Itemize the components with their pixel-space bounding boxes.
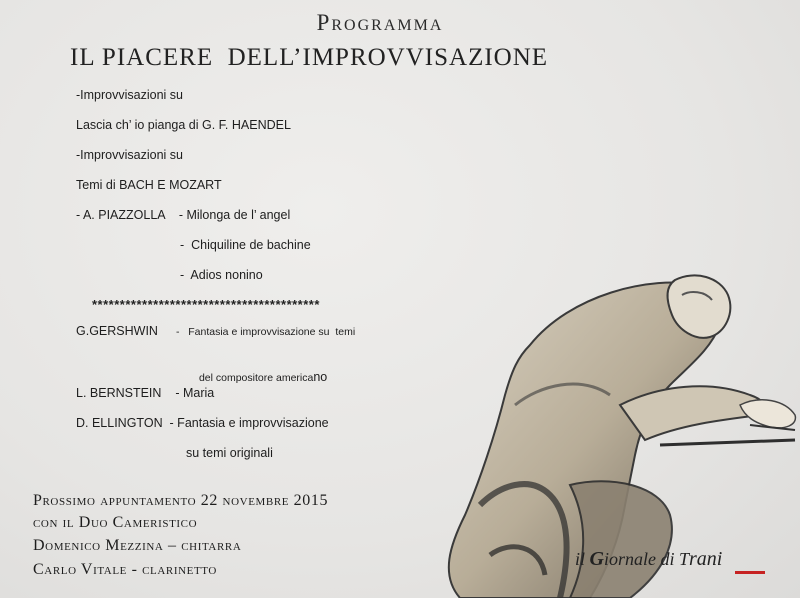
logo-text: il [575,549,590,569]
program-line: L. BERNSTEIN - Maria [76,386,215,400]
program-line: - Adios nonino [180,268,263,282]
program-line-part: no [313,370,328,384]
program-line: -Improvvisazioni su [76,88,183,102]
program-line: Lascia ch’ io pianga di G. F. HAENDEL [76,118,291,132]
program-line: Temi di BACH E MOZART [76,178,222,192]
concert-title: IL PIACERE DELL’IMPROVVISAZIONE [70,44,549,71]
program-line [192,356,327,384]
program-line: - A. PIAZZOLLA - Milonga de l’ angel [76,208,291,222]
performer-line: Domenico Mezzina – chitarra [33,537,242,554]
program-line: - Chiquiline de bachine [180,238,311,252]
logo-text: iornale di T [603,549,689,569]
next-event-line: con il Duo Cameristico [33,514,198,531]
next-event-line: Prossimo appuntamento 22 novembre 2015 [33,492,329,509]
program-line: - Fantasia e improvvisazione su temi [176,326,356,338]
program-line: D. ELLINGTON - Fantasia e improvvisazione [76,416,329,430]
program-line: G.GERSHWIN [76,324,158,338]
pianist-illustration [420,255,800,598]
page-title: Programma [316,10,444,35]
logo-accent-bar [735,571,765,574]
program-line: su temi originali [186,446,273,460]
logo-text: G [589,548,604,570]
program-line-part: del compositore america [198,372,314,384]
newspaper-logo [575,548,722,571]
logo-text: rani [688,548,723,570]
separator: ***************************************** [92,297,320,312]
program-line: -Improvvisazioni su [76,148,183,162]
performer-line: Carlo Vitale - clarinetto [33,561,217,578]
